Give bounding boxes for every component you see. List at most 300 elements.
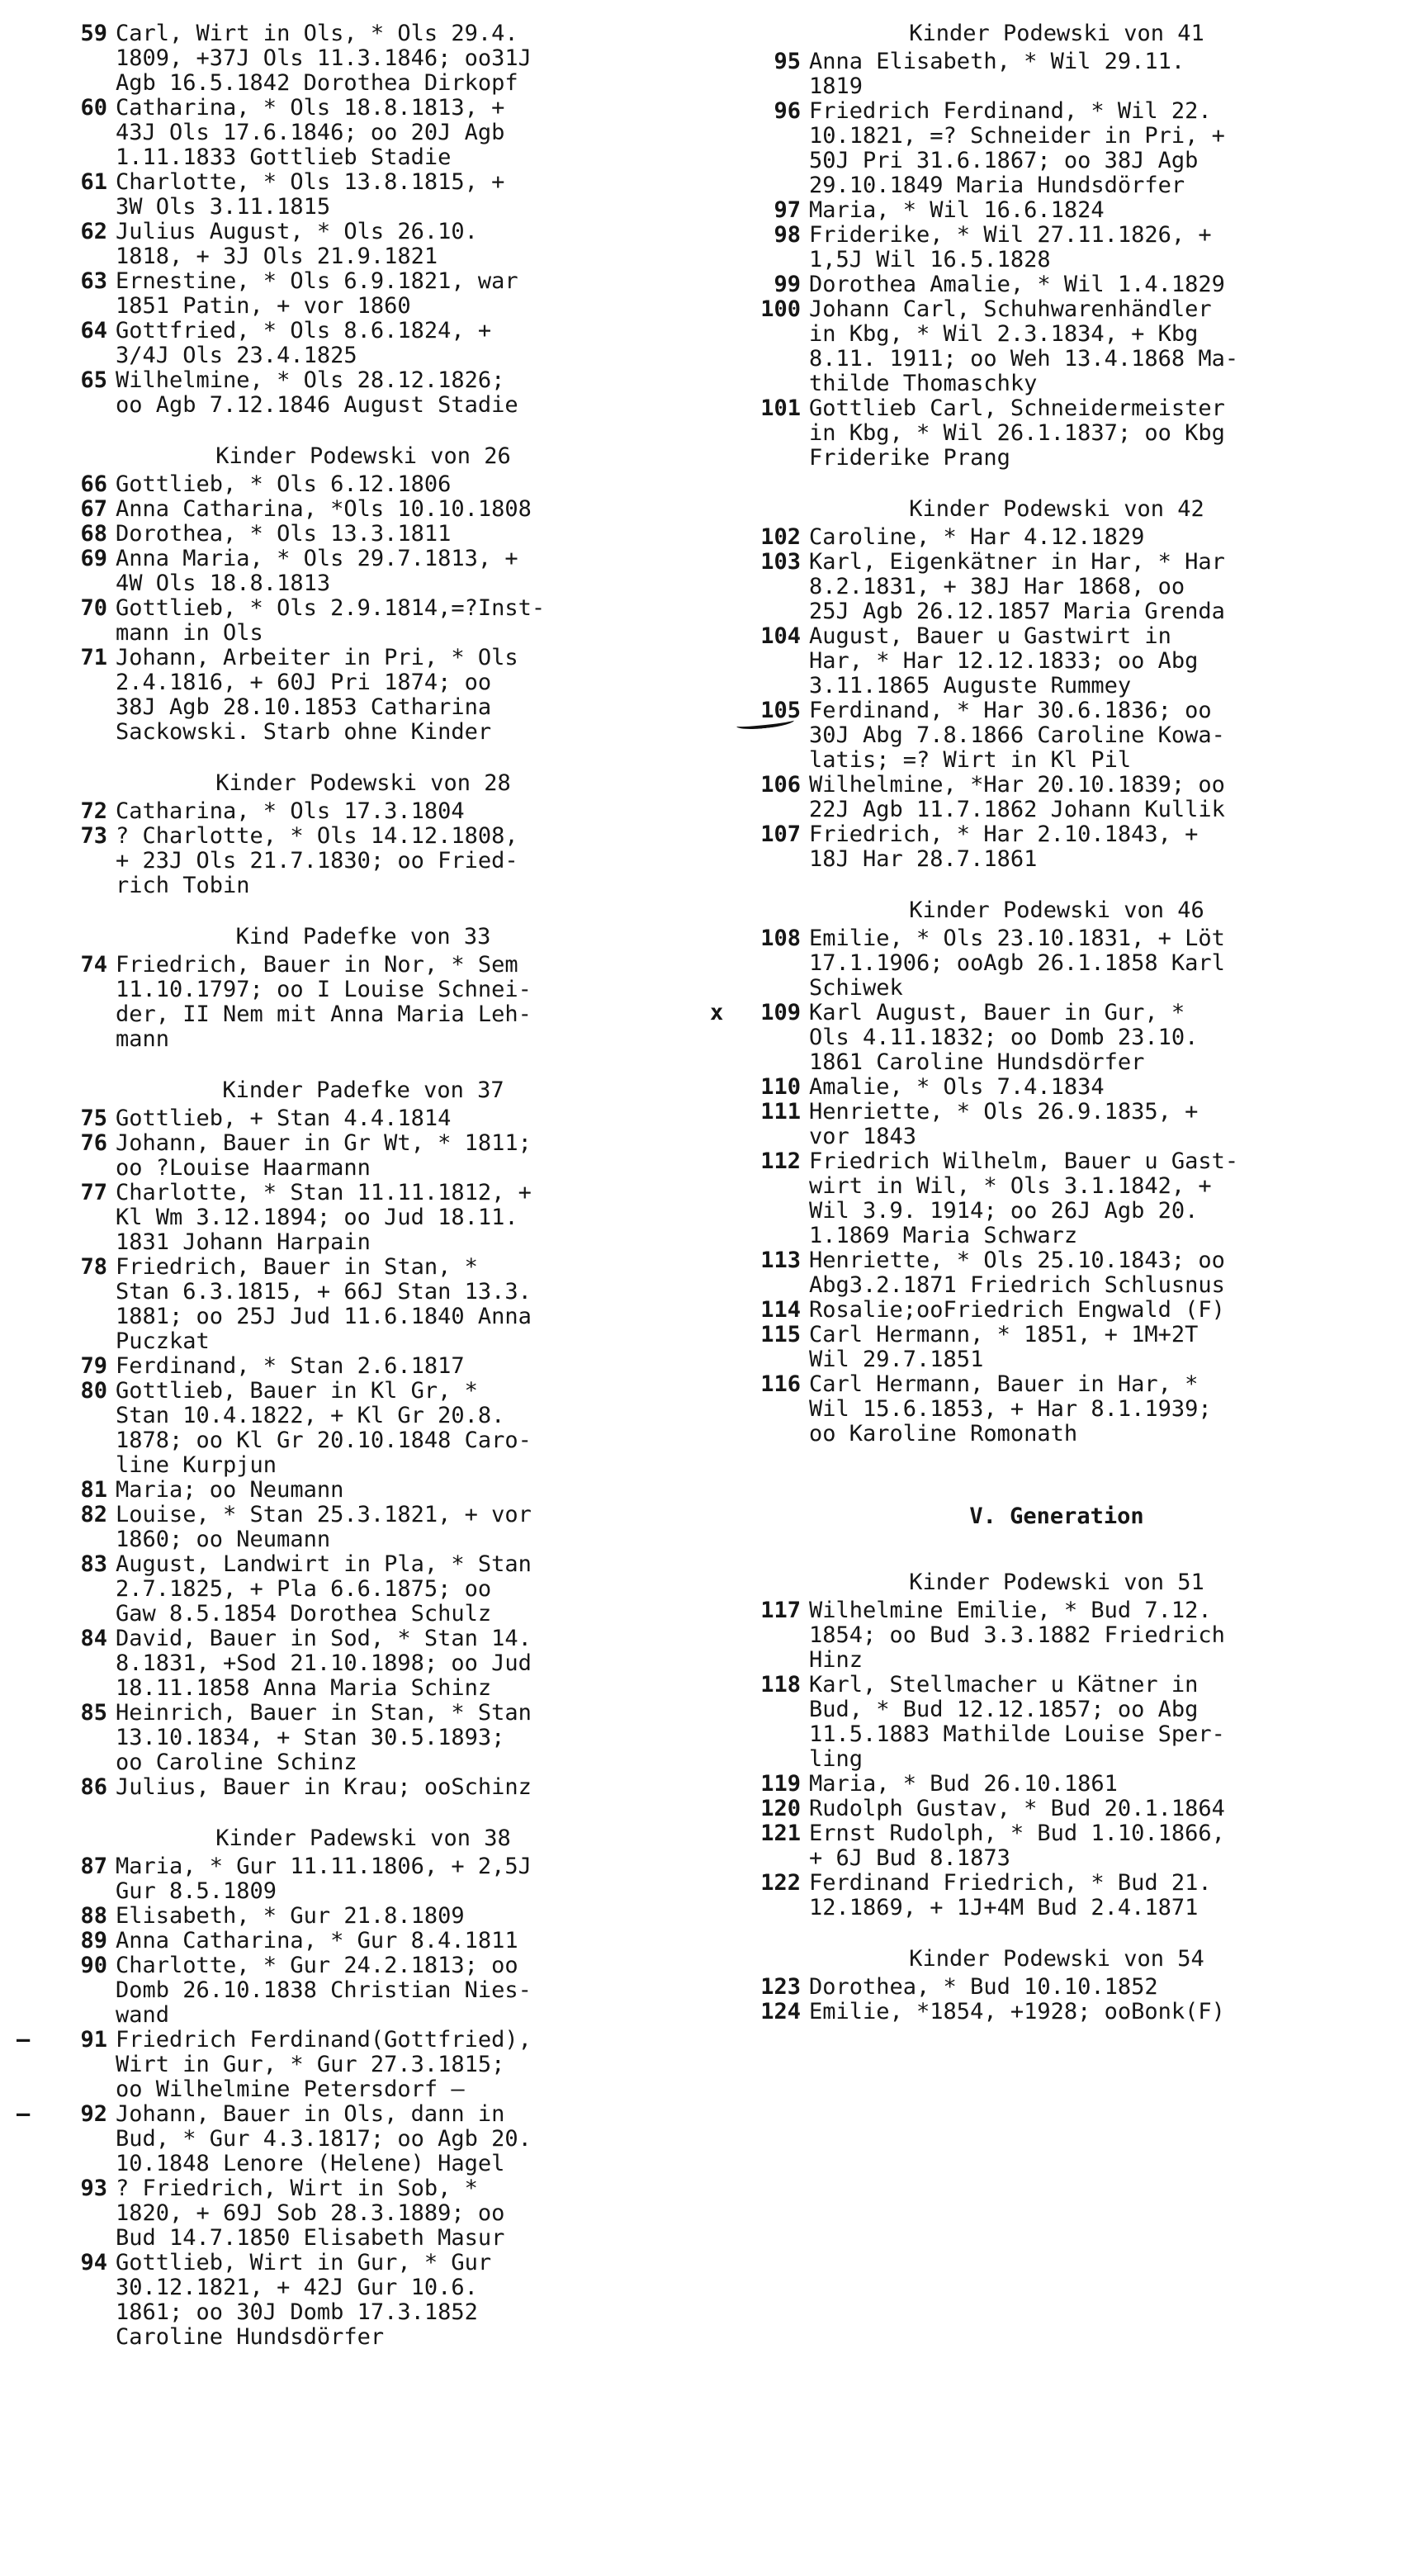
entry-line: mann in Ols (116, 620, 263, 646)
entry-line: 22J Agb 11.7.1862 Johann Kullik (809, 797, 1225, 822)
entry-number: 91 (80, 2027, 107, 2053)
entry-line: 3/4J Ols 23.4.1825 (116, 343, 357, 368)
entry-line: Wil 15.6.1853, + Har 8.1.1939; (809, 1396, 1212, 1422)
entry-line: in Kbg, * Wil 2.3.1834, + Kbg (809, 321, 1199, 347)
entry-line: 18.11.1858 Anna Maria Schinz (116, 1675, 492, 1701)
entry-text (809, 1797, 1403, 1821)
entry-text (809, 1975, 1403, 2000)
entry-line: August, Landwirt in Pla, * Stan (116, 1551, 532, 1577)
person-entry (50, 522, 710, 547)
person-entry (50, 596, 710, 646)
entry-number: 123 (760, 1974, 801, 2000)
entry-line: Wirt in Gur, * Gur 27.3.1815; (116, 2052, 505, 2077)
entry-line: 43J Ols 17.6.1846; oo 20J Agb (116, 120, 505, 145)
entry-line: Maria, * Wil 16.6.1824 (809, 197, 1105, 223)
section-heading: Kinder Podewski von 28 (215, 770, 511, 796)
entry-text (809, 550, 1403, 624)
entry-number: 100 (760, 296, 801, 322)
entry-line: 1881; oo 25J Jud 11.6.1840 Anna (116, 1304, 532, 1329)
entry-line: Hinz (809, 1647, 864, 1673)
entry-text (116, 472, 710, 497)
person-entry (743, 396, 1403, 471)
entry-line: Bud 14.7.1850 Elisabeth Masur (116, 2225, 505, 2251)
entry-line: Har, * Har 12.12.1833; oo Abg (809, 648, 1199, 674)
right-column (710, 21, 1403, 2024)
person-entry (50, 1255, 710, 1354)
entry-text (809, 1772, 1403, 1797)
section-heading: Kinder Podewski von 26 (215, 443, 511, 469)
person-entry (50, 1854, 710, 1904)
person-entry (743, 1772, 1403, 1797)
entry-number: 60 (80, 95, 107, 121)
person-entry (50, 1106, 710, 1131)
entry-number: 93 (80, 2176, 107, 2201)
entry-text (116, 1379, 710, 1478)
entry-number: 76 (80, 1130, 107, 1156)
person-entry (743, 99, 1403, 198)
entry-number: 119 (760, 1771, 801, 1797)
entry-number: 88 (80, 1903, 107, 1929)
person-entry (50, 220, 710, 269)
entry-text (116, 596, 710, 646)
entry-text (809, 1323, 1403, 1372)
entry-line: ? Friedrich, Wirt in Sob, * (116, 2176, 478, 2201)
entry-line: 50J Pri 31.6.1867; oo 38J Agb (809, 148, 1199, 173)
entry-text (116, 170, 710, 220)
entry-line: Dorothea, * Bud 10.10.1852 (809, 1974, 1158, 2000)
person-entry (50, 1131, 710, 1181)
entry-line: 2.4.1816, + 60J Pri 1874; oo (116, 670, 492, 695)
entry-number: 81 (80, 1477, 107, 1503)
entry-text (116, 1131, 710, 1181)
entry-number: 101 (760, 395, 801, 421)
entry-line: Rosalie;ooFriedrich Engwald (F) (809, 1297, 1225, 1323)
person-entry (50, 170, 710, 220)
entry-line: + 6J Bud 8.1873 (809, 1845, 1010, 1871)
person-entry (50, 472, 710, 497)
entry-line: Wilhelmine Emilie, * Bud 7.12. (809, 1598, 1212, 1623)
person-entry (50, 1701, 710, 1775)
entry-text (809, 50, 1403, 99)
entry-number: 121 (760, 1821, 801, 1846)
entry-line: der, II Nem mit Anna Maria Leh- (116, 1002, 532, 1027)
entry-text (116, 824, 710, 898)
entry-number: 82 (80, 1502, 107, 1527)
person-entry (50, 1503, 710, 1552)
entry-line: mann (116, 1026, 170, 1052)
entry-line: Louise, * Stan 25.3.1821, + vor (116, 1502, 532, 1527)
entry-line: Amalie, * Ols 7.4.1834 (809, 1074, 1105, 1100)
entry-line: Wilhelmine, *Har 20.10.1839; oo (809, 772, 1225, 798)
entry-text (809, 1598, 1403, 1673)
entry-line: 12.1869, + 1J+4M Bud 2.4.1871 (809, 1895, 1199, 1920)
entry-line: Abg3.2.1871 Friedrich Schlusnus (809, 1272, 1225, 1298)
entry-line: 8.11. 1911; oo Weh 13.4.1868 Ma- (809, 346, 1239, 372)
person-entry (743, 1298, 1403, 1323)
entry-line: Maria, * Bud 26.10.1861 (809, 1771, 1118, 1797)
entry-line: Stan 6.3.1815, + 66J Stan 13.3. (116, 1279, 532, 1305)
entry-number: 106 (760, 772, 801, 798)
person-entry (50, 1904, 710, 1929)
entry-line: Carl, Wirt in Ols, * Ols 29.4. (116, 21, 518, 46)
entry-line: Johann Carl, Schuhwarenhändler (809, 296, 1212, 322)
generation-title: V. Generation (969, 1503, 1144, 1529)
entry-number: 86 (80, 1774, 107, 1800)
entry-text (116, 1904, 710, 1929)
entry-line: Schiwek (809, 975, 903, 1001)
person-entry (743, 926, 1403, 1001)
person-entry (50, 1354, 710, 1379)
entry-text (809, 1075, 1403, 1100)
entry-line: 1809, +37J Ols 11.3.1846; oo31J (116, 45, 532, 71)
entry-text (116, 1929, 710, 1953)
entry-line: 30J Abg 7.8.1866 Caroline Kowa- (809, 722, 1225, 748)
entry-line: latis; =? Wirt in Kl Pil (809, 747, 1132, 773)
entry-number: 107 (760, 822, 801, 847)
person-entry (50, 1552, 710, 1627)
entry-number: 71 (80, 645, 107, 670)
entry-line: Gur 8.5.1809 (116, 1878, 277, 1904)
entry-line: thilde Thomaschky (809, 371, 1038, 396)
person-entry (743, 773, 1403, 822)
entry-line: rich Tobin (116, 873, 250, 898)
entry-text (809, 396, 1403, 471)
entry-line: Maria, * Gur 11.11.1806, + 2,5J (116, 1854, 532, 1879)
person-entry (743, 1598, 1403, 1673)
entry-number: 68 (80, 521, 107, 547)
entry-line: 29.10.1849 Maria Hundsdörfer (809, 173, 1185, 198)
entry-number: 62 (80, 219, 107, 244)
entry-line: Gaw 8.5.1854 Dorothea Schulz (116, 1601, 492, 1627)
person-entry (50, 2251, 710, 2350)
person-entry (50, 269, 710, 319)
person-entry (50, 799, 710, 824)
entry-text (809, 1001, 1403, 1075)
entry-line: Julius August, * Ols 26.10. (116, 219, 478, 244)
entry-text (809, 1149, 1403, 1248)
entry-line: David, Bauer in Sod, * Stan 14. (116, 1626, 532, 1651)
entry-line: 1.1869 Maria Schwarz (809, 1223, 1078, 1248)
entry-line: Puczkat (116, 1328, 210, 1354)
entry-text (116, 1775, 710, 1800)
entry-line: 13.10.1834, + Stan 30.5.1893; (116, 1725, 505, 1750)
entry-number: 97 (774, 197, 801, 223)
person-entry (743, 624, 1403, 698)
entry-line: Karl August, Bauer in Gur, * (809, 1000, 1185, 1025)
entry-text (809, 1673, 1403, 1772)
section-heading: Kinder Podewski von 41 (909, 21, 1204, 46)
entry-line: 1,5J Wil 16.5.1828 (809, 247, 1051, 272)
entry-number: 99 (774, 272, 801, 297)
entry-text (809, 624, 1403, 698)
person-entry (50, 953, 710, 1052)
entry-number: 74 (80, 952, 107, 978)
entry-number: 124 (760, 1999, 801, 2024)
entry-text (116, 1181, 710, 1255)
entry-number: 102 (760, 524, 801, 550)
entry-line: line Kurpjun (116, 1452, 277, 1478)
entry-line: Johann, Arbeiter in Pri, * Ols (116, 645, 518, 670)
person-entry (50, 368, 710, 418)
entry-line: wand (116, 2002, 170, 2028)
margin-mark: x (710, 1000, 724, 1025)
entry-line: Gottlieb, Wirt in Gur, * Gur (116, 2250, 492, 2275)
entry-line: 17.1.1906; ooAgb 26.1.1858 Karl (809, 950, 1225, 976)
entry-text (809, 698, 1403, 773)
person-entry (50, 646, 710, 745)
entry-number: 64 (80, 318, 107, 343)
handwritten-underline (736, 715, 795, 731)
entry-line: 1861 Caroline Hundsdörfer (809, 1049, 1145, 1075)
person-entry (50, 1627, 710, 1701)
entry-number: 108 (760, 926, 801, 951)
person-entry (50, 2176, 710, 2251)
entry-line: Catharina, * Ols 17.3.1804 (116, 798, 465, 824)
entry-line: Ernestine, * Ols 6.9.1821, war (116, 268, 518, 294)
entry-text (116, 1701, 710, 1775)
entry-text (116, 1503, 710, 1552)
entry-number: 59 (80, 21, 107, 46)
entry-line: 2.7.1825, + Pla 6.6.1875; oo (116, 1576, 492, 1602)
person-entry (743, 198, 1403, 223)
entry-line: 30.12.1821, + 42J Gur 10.6. (116, 2275, 478, 2300)
entry-text (809, 1298, 1403, 1323)
entry-number: 63 (80, 268, 107, 294)
entry-line: Anna Catharina, * Gur 8.4.1811 (116, 1928, 518, 1953)
person-entry (743, 525, 1403, 550)
entry-text (116, 1953, 710, 2028)
entry-line: Julius, Bauer in Krau; ooSchinz (116, 1774, 532, 1800)
person-entry (50, 1775, 710, 1800)
entry-text (116, 2102, 710, 2176)
person-entry (743, 272, 1403, 297)
entry-line: Gottlieb, Bauer in Kl Gr, * (116, 1378, 478, 1404)
entry-text (116, 220, 710, 269)
person-entry (743, 1673, 1403, 1772)
entry-text (116, 547, 710, 596)
person-entry (743, 50, 1403, 99)
entry-text (809, 1871, 1403, 1920)
entry-line: 1861; oo 30J Domb 17.3.1852 (116, 2299, 478, 2325)
entry-line: oo Wilhelmine Petersdorf – (116, 2076, 465, 2102)
person-entry (50, 1478, 710, 1503)
entry-number: 118 (760, 1672, 801, 1698)
entry-text (116, 1255, 710, 1354)
entry-line: 25J Agb 26.12.1857 Maria Grenda (809, 599, 1225, 624)
person-entry (50, 1379, 710, 1478)
entry-number: 89 (80, 1928, 107, 1953)
entry-line: Karl, Eigenkätner in Har, * Har (809, 549, 1225, 575)
left-column (17, 21, 710, 2350)
entry-number: 92 (80, 2101, 107, 2127)
section-heading: Kinder Podewski von 54 (909, 1946, 1204, 1972)
entry-line: ? Charlotte, * Ols 14.12.1808, (116, 823, 518, 849)
entry-text (116, 96, 710, 170)
entry-line: Friderike, * Wil 27.11.1826, + (809, 222, 1212, 248)
entry-line: Ferdinand Friedrich, * Bud 21. (809, 1870, 1212, 1896)
entry-line: Dorothea, * Ols 13.3.1811 (116, 521, 452, 547)
entry-line: Bud, * Gur 4.3.1817; oo Agb 20. (116, 2126, 532, 2152)
entry-number: 115 (760, 1322, 801, 1347)
entry-line: Karl, Stellmacher u Kätner in (809, 1672, 1199, 1698)
person-entry (743, 1797, 1403, 1821)
person-entry (50, 547, 710, 596)
section-heading: Kinder Podewski von 51 (909, 1570, 1204, 1595)
person-entry (50, 1953, 710, 2028)
entry-line: 10.1821, =? Schneider in Pri, + (809, 123, 1225, 149)
entry-line: Friedrich, * Har 2.10.1843, + (809, 822, 1199, 847)
person-entry (50, 497, 710, 522)
entry-text (809, 198, 1403, 223)
entry-number: 78 (80, 1254, 107, 1280)
entry-line: Friedrich Ferdinand, * Wil 22. (809, 98, 1212, 124)
entry-text (809, 99, 1403, 198)
entry-line: Wil 29.7.1851 (809, 1347, 984, 1372)
entry-line: 11.5.1883 Mathilde Louise Sper- (809, 1721, 1225, 1747)
entry-line: Gottlieb, + Stan 4.4.1814 (116, 1106, 452, 1131)
entry-line: oo Caroline Schinz (116, 1750, 357, 1775)
entry-number: 66 (80, 471, 107, 497)
entry-text (116, 1627, 710, 1701)
entry-line: Ernst Rudolph, * Bud 1.10.1866, (809, 1821, 1225, 1846)
entry-text (809, 822, 1403, 872)
entry-number: 94 (80, 2250, 107, 2275)
entry-text (809, 1372, 1403, 1447)
entry-line: Johann, Bauer in Ols, dann in (116, 2101, 505, 2127)
entry-line: Domb 26.10.1838 Christian Nies- (116, 1977, 532, 2003)
entry-line: oo ?Louise Haarmann (116, 1155, 371, 1181)
entry-line: 1851 Patin, + vor 1860 (116, 293, 411, 319)
entry-text (116, 2251, 710, 2350)
entry-line: 1860; oo Neumann (116, 1527, 331, 1552)
entry-line: vor 1843 (809, 1124, 917, 1149)
entry-number: 105 (743, 698, 809, 773)
entry-number: 69 (80, 546, 107, 571)
entry-line: Ols 4.11.1832; oo Domb 23.10. (809, 1025, 1199, 1050)
entry-text (116, 1478, 710, 1503)
entry-text (809, 272, 1403, 297)
entry-line: Anna Catharina, *Ols 10.10.1808 (116, 496, 532, 522)
entry-line: 1818, + 3J Ols 21.9.1821 (116, 244, 438, 269)
entry-line: Friedrich, Bauer in Stan, * (116, 1254, 478, 1280)
entry-number: 77 (80, 1180, 107, 1205)
entry-line: Catharina, * Ols 18.8.1813, + (116, 95, 505, 121)
entry-number: 87 (80, 1854, 107, 1879)
entry-text (809, 1821, 1403, 1871)
person-entry (743, 1323, 1403, 1372)
entry-text (116, 953, 710, 1052)
entry-line: in Kbg, * Wil 26.1.1837; oo Kbg (809, 420, 1225, 446)
entry-number: 116 (760, 1371, 801, 1397)
entry-number: 61 (80, 169, 107, 195)
entry-line: 18J Har 28.7.1861 (809, 846, 1038, 872)
entry-line: Henriette, * Ols 25.10.1843; oo (809, 1248, 1225, 1273)
entry-number: 85 (80, 1700, 107, 1726)
entry-line: Rudolph Gustav, * Bud 20.1.1864 (809, 1796, 1225, 1821)
entry-number: 98 (774, 222, 801, 248)
entry-line: Anna Elisabeth, * Wil 29.11. (809, 49, 1185, 74)
entry-number: 114 (760, 1297, 801, 1323)
person-entry (743, 1871, 1403, 1920)
entry-number: 67 (80, 496, 107, 522)
entry-number: 111 (760, 1099, 801, 1125)
entry-number: 83 (80, 1551, 107, 1577)
entry-line: Gottfried, * Ols 8.6.1824, + (116, 318, 492, 343)
entry-line: Emilie, * Ols 23.10.1831, + Löt (809, 926, 1225, 951)
entry-line: + 23J Ols 21.7.1830; oo Fried- (116, 848, 518, 874)
person-entry (50, 21, 710, 96)
entry-line: 8.1831, +Sod 21.10.1898; oo Jud (116, 1650, 532, 1676)
entry-text (116, 2028, 710, 2102)
section-heading: Kinder Podewski von 46 (909, 897, 1204, 923)
entry-line: Ferdinand, * Har 30.6.1836; oo (809, 698, 1212, 723)
entry-line: Caroline Hundsdörfer (116, 2324, 385, 2350)
entry-text (809, 223, 1403, 272)
person-entry (50, 1181, 710, 1255)
entry-number: 120 (760, 1796, 801, 1821)
entry-line: 1854; oo Bud 3.3.1882 Friedrich (809, 1622, 1225, 1648)
entry-number: 84 (80, 1626, 107, 1651)
person-entry (743, 297, 1403, 396)
entry-text (116, 2176, 710, 2251)
person-entry (50, 96, 710, 170)
entry-line: Friedrich Wilhelm, Bauer u Gast- (809, 1148, 1239, 1174)
entry-text (116, 1552, 710, 1627)
entry-number: 109 (760, 1000, 801, 1025)
entry-number: 110 (760, 1074, 801, 1100)
person-entry (743, 1821, 1403, 1871)
entry-line: August, Bauer u Gastwirt in (809, 623, 1171, 649)
entry-number: 113 (760, 1248, 801, 1273)
entry-number: 80 (80, 1378, 107, 1404)
person-entry (17, 2101, 710, 2176)
entry-text (809, 2000, 1403, 2024)
person-entry (743, 550, 1403, 624)
entry-number: 73 (80, 823, 107, 849)
entry-line: ling (809, 1746, 864, 1772)
entry-line: 3.11.1865 Auguste Rummey (809, 673, 1132, 698)
entry-line: Carl Hermann, * 1851, + 1M+2T (809, 1322, 1199, 1347)
entry-text (809, 525, 1403, 550)
entry-number: 96 (774, 98, 801, 124)
entry-number: 103 (760, 549, 801, 575)
entry-line: Johann, Bauer in Gr Wt, * 1811; (116, 1130, 532, 1156)
entry-line: 1831 Johann Harpain (116, 1229, 371, 1255)
person-entry (50, 824, 710, 898)
entry-number: 112 (760, 1148, 801, 1174)
entry-line: Wilhelmine, * Ols 28.12.1826; (116, 367, 505, 393)
section-heading: Kind Padefke von 33 (235, 924, 491, 949)
person-entry (743, 1149, 1403, 1248)
entry-line: Ferdinand, * Stan 2.6.1817 (116, 1353, 465, 1379)
entry-line: Sackowski. Starb ohne Kinder (116, 719, 492, 745)
entry-line: Henriette, * Ols 26.9.1835, + (809, 1099, 1199, 1125)
person-entry (743, 822, 1403, 872)
entry-text (116, 21, 710, 96)
person-entry (743, 1372, 1403, 1447)
entry-line: Heinrich, Bauer in Stan, * Stan (116, 1700, 532, 1726)
entry-line: Carl Hermann, Bauer in Har, * (809, 1371, 1199, 1397)
entry-number: 90 (80, 1953, 107, 1978)
entry-text (116, 368, 710, 418)
entry-line: 1819 (809, 73, 864, 99)
person-entry (710, 1000, 1403, 1075)
entry-text (809, 1248, 1403, 1298)
entry-number: 104 (760, 623, 801, 649)
entry-line: Caroline, * Har 4.12.1829 (809, 524, 1145, 550)
entry-line: 11.10.1797; oo I Louise Schnei- (116, 977, 532, 1002)
person-entry (743, 1248, 1403, 1298)
